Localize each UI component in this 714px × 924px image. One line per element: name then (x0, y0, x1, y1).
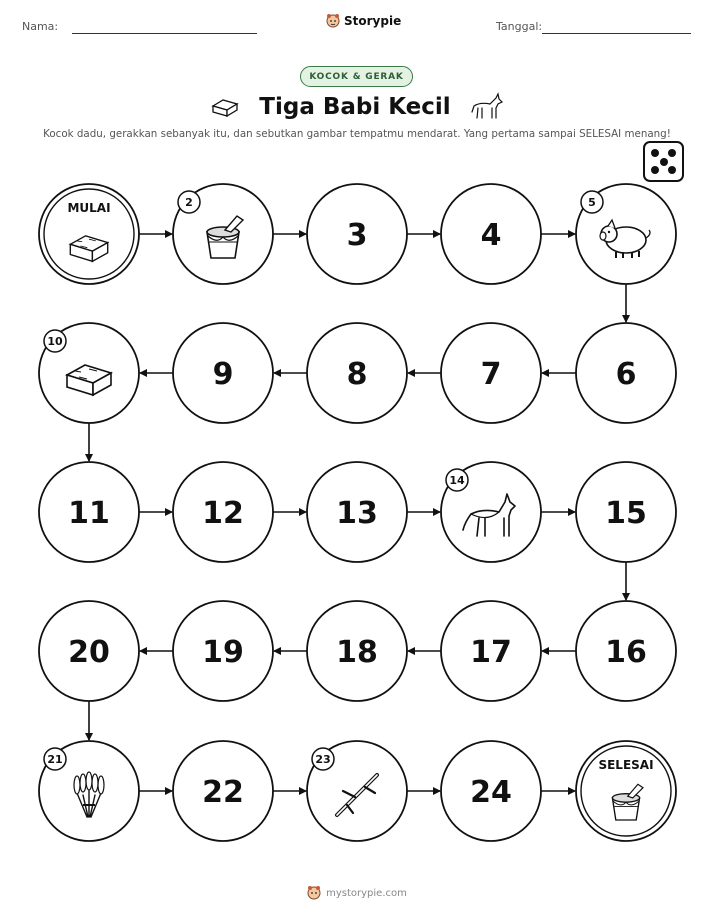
start-label: MULAI (67, 201, 111, 215)
space-number: 15 (605, 496, 647, 531)
footer-text: mystorypie.com (326, 887, 407, 899)
space-number: 9 (212, 357, 234, 392)
brand-name: Storypie (344, 14, 402, 28)
instructions: Kocok dadu, gerakkan sebanyak itu, dan sebutkan gambar tempatmu mendarat. Yang pertama sampai SELESAI menang! (43, 128, 671, 140)
board-space (39, 462, 139, 562)
space-number: 16 (605, 635, 647, 670)
board-space (307, 184, 407, 284)
board-space (441, 184, 541, 284)
space-number-badge: 2 (185, 196, 193, 209)
activity-badge: KOCOK & GERAK (300, 66, 413, 87)
space-number: 18 (336, 635, 378, 670)
board-space (39, 184, 139, 284)
board-space (173, 601, 273, 701)
board-space (307, 462, 407, 562)
space-number: 3 (346, 218, 368, 253)
space-number-badge: 21 (47, 753, 63, 766)
space-number: 11 (68, 496, 110, 531)
board-space (173, 741, 273, 841)
board-space (576, 601, 676, 701)
space-number: 24 (470, 775, 512, 810)
board-space (441, 741, 541, 841)
space-number: 17 (470, 635, 512, 670)
board-space (576, 462, 676, 562)
space-number: 12 (202, 496, 244, 531)
space-number-badge: 14 (449, 474, 465, 487)
space-number: 19 (202, 635, 244, 670)
space-number: 22 (202, 775, 244, 810)
storypie-logo-icon (307, 885, 321, 901)
board-space (441, 601, 541, 701)
space-number: 20 (68, 635, 110, 670)
board-space (39, 601, 139, 701)
board-space (307, 323, 407, 423)
date-label: Tanggal: (496, 20, 543, 33)
finish-label: SELESAI (598, 758, 654, 772)
space-number: 8 (346, 357, 368, 392)
board-space (307, 741, 407, 841)
board-space (576, 741, 676, 841)
space-number: 7 (480, 357, 502, 392)
board-space (576, 323, 676, 423)
board-space (307, 601, 407, 701)
board-space (576, 184, 676, 284)
title-text: Tiga Babi Kecil (259, 94, 451, 120)
board-space (39, 323, 139, 423)
board-space (173, 323, 273, 423)
space-number-badge: 23 (315, 753, 331, 766)
space-number-badge: 10 (47, 335, 63, 348)
space-number: 4 (480, 218, 502, 253)
space-number: 13 (336, 496, 378, 531)
space-number-badge: 5 (588, 196, 596, 209)
board-space (173, 462, 273, 562)
board-space (173, 184, 273, 284)
name-label: Nama: (22, 20, 59, 33)
space-number: 6 (615, 357, 637, 392)
board-space (39, 741, 139, 841)
footer (0, 885, 714, 901)
board-space (441, 462, 541, 562)
board-space (441, 323, 541, 423)
